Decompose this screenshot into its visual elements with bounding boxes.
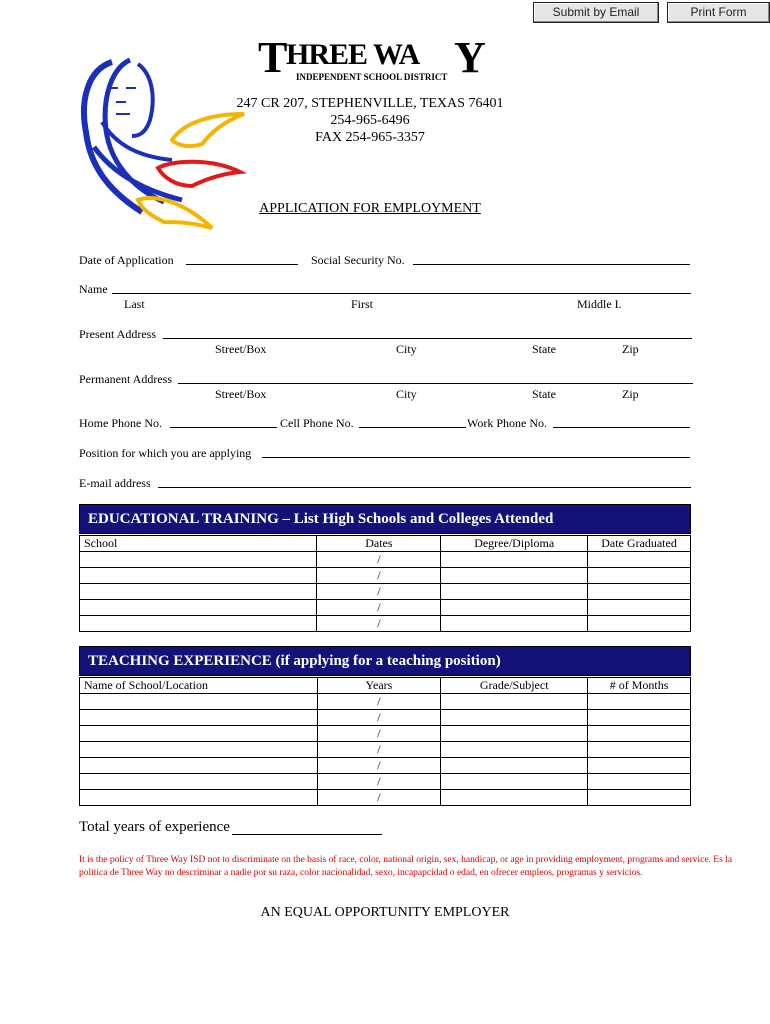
permanent-address-label: Permanent Address xyxy=(79,372,172,386)
school-location-cell[interactable] xyxy=(80,742,318,758)
name-middle-caption: Middle I. xyxy=(577,297,622,311)
grade-cell[interactable] xyxy=(441,774,588,790)
years-cell[interactable]: / xyxy=(317,774,441,790)
form-title: APPLICATION FOR EMPLOYMENT xyxy=(259,201,481,216)
table-row xyxy=(80,552,691,568)
education-col-graduated: Date Graduated xyxy=(588,536,691,552)
years-cell[interactable]: / xyxy=(317,726,441,742)
work-phone-label: Work Phone No. xyxy=(467,416,548,430)
table-row xyxy=(80,774,691,790)
table-row xyxy=(80,694,691,710)
months-cell[interactable] xyxy=(588,710,691,726)
total-years-label: Total years of experience xyxy=(79,819,230,835)
graduated-cell[interactable] xyxy=(588,600,691,616)
date-of-application-label: Date of Application xyxy=(79,253,174,267)
permanent-state-caption: State xyxy=(532,387,556,401)
logo-wordmark: HREE WA xyxy=(286,38,420,71)
education-section-header: EDUCATIONAL TRAINING – List High Schools and Colleges Attended xyxy=(79,504,691,534)
ssn-field[interactable] xyxy=(413,264,690,265)
years-cell[interactable]: / xyxy=(317,694,441,710)
graduated-cell[interactable] xyxy=(588,616,691,632)
grade-cell[interactable] xyxy=(441,790,588,806)
school-location-cell[interactable] xyxy=(80,694,318,710)
home-phone-field[interactable] xyxy=(170,427,277,428)
years-cell[interactable]: / xyxy=(317,710,441,726)
teaching-section-header: TEACHING EXPERIENCE (if applying for a teaching position) xyxy=(79,646,691,676)
teaching-header-row xyxy=(80,678,691,694)
school-location-cell[interactable] xyxy=(80,726,318,742)
years-cell[interactable]: / xyxy=(317,790,441,806)
school-location-cell[interactable] xyxy=(80,790,318,806)
table-row xyxy=(80,758,691,774)
teaching-col-years: Years xyxy=(317,678,441,694)
dates-cell[interactable]: / xyxy=(317,568,441,584)
months-cell[interactable] xyxy=(588,694,691,710)
grade-cell[interactable] xyxy=(441,742,588,758)
education-col-school: School xyxy=(80,536,317,552)
cell-phone-field[interactable] xyxy=(359,427,466,428)
table-row xyxy=(80,568,691,584)
permanent-address-field[interactable] xyxy=(178,383,693,384)
logo-letter-y: Y xyxy=(454,33,486,82)
district-logo xyxy=(258,34,498,84)
graduated-cell[interactable] xyxy=(588,552,691,568)
district-phone: 254-965-6496 xyxy=(330,113,410,128)
present-zip-caption: Zip xyxy=(622,342,639,356)
print-form-button[interactable]: Print Form xyxy=(667,2,770,23)
education-col-degree: Degree/Diploma xyxy=(441,536,588,552)
dates-cell[interactable]: / xyxy=(317,584,441,600)
degree-cell[interactable] xyxy=(441,616,588,632)
nondiscrimination-policy: It is the policy of Three Way ISD not to discriminate on the basis of race, color, national origin, sex, handicap, or age in providing employment, programs and service. Es la politica de Three Way no descriminar a nadie por su raza, color nacionalidad, sexo, incapapcidad o edad, en ofrecer empleos, programas y servicios. xyxy=(79,855,733,878)
graduated-cell[interactable] xyxy=(588,584,691,600)
teaching-col-grade: Grade/Subject xyxy=(441,678,588,694)
teaching-col-months: # of Months xyxy=(588,678,691,694)
logo-letter-t: T xyxy=(258,33,288,82)
degree-cell[interactable] xyxy=(441,552,588,568)
school-cell[interactable] xyxy=(80,616,317,632)
months-cell[interactable] xyxy=(588,742,691,758)
date-of-application-field[interactable] xyxy=(186,264,298,265)
table-row xyxy=(80,616,691,632)
email-field[interactable] xyxy=(158,487,691,488)
table-row xyxy=(80,584,691,600)
degree-cell[interactable] xyxy=(441,584,588,600)
school-location-cell[interactable] xyxy=(80,774,318,790)
years-cell[interactable]: / xyxy=(317,758,441,774)
grade-cell[interactable] xyxy=(441,710,588,726)
total-years-field[interactable] xyxy=(232,834,382,835)
education-table xyxy=(79,535,691,632)
school-cell[interactable] xyxy=(80,552,317,568)
school-location-cell[interactable] xyxy=(80,710,318,726)
name-last-caption: Last xyxy=(124,297,145,311)
district-fax: FAX 254-965-3357 xyxy=(315,130,425,145)
position-label: Position for which you are applying xyxy=(79,446,252,460)
work-phone-field[interactable] xyxy=(553,427,690,428)
grade-cell[interactable] xyxy=(441,758,588,774)
months-cell[interactable] xyxy=(588,726,691,742)
dates-cell[interactable]: / xyxy=(317,552,441,568)
permanent-street-caption: Street/Box xyxy=(215,387,267,401)
graduated-cell[interactable] xyxy=(588,568,691,584)
teaching-col-school: Name of School/Location xyxy=(80,678,318,694)
present-address-label: Present Address xyxy=(79,327,156,341)
school-location-cell[interactable] xyxy=(80,758,318,774)
years-cell[interactable]: / xyxy=(317,742,441,758)
months-cell[interactable] xyxy=(588,774,691,790)
table-row xyxy=(80,600,691,616)
table-row xyxy=(80,710,691,726)
grade-cell[interactable] xyxy=(441,726,588,742)
grade-cell[interactable] xyxy=(441,694,588,710)
ssn-label: Social Security No. xyxy=(311,253,405,267)
home-phone-label: Home Phone No. xyxy=(79,416,162,430)
name-label: Name xyxy=(79,282,108,296)
degree-cell[interactable] xyxy=(441,568,588,584)
present-state-caption: State xyxy=(532,342,556,356)
table-row xyxy=(80,742,691,758)
district-address: 247 CR 207, STEPHENVILLE, TEXAS 76401 xyxy=(236,96,504,111)
permanent-zip-caption: Zip xyxy=(622,387,639,401)
education-col-dates: Dates xyxy=(317,536,441,552)
logo-subtitle: INDEPENDENT SCHOOL DISTRICT xyxy=(296,72,448,82)
table-row xyxy=(80,726,691,742)
table-row xyxy=(80,790,691,806)
months-cell[interactable] xyxy=(588,758,691,774)
school-cell[interactable] xyxy=(80,568,317,584)
present-street-caption: Street/Box xyxy=(215,342,267,356)
equal-opportunity-footer: AN EQUAL OPPORTUNITY EMPLOYER xyxy=(260,905,510,920)
present-address-field[interactable] xyxy=(163,338,692,339)
present-city-caption: City xyxy=(396,342,417,356)
position-field[interactable] xyxy=(262,457,690,458)
months-cell[interactable] xyxy=(588,790,691,806)
dates-cell[interactable]: / xyxy=(317,600,441,616)
name-first-caption: First xyxy=(351,297,374,311)
degree-cell[interactable] xyxy=(441,600,588,616)
permanent-city-caption: City xyxy=(396,387,417,401)
submit-by-email-button[interactable]: Submit by Email xyxy=(533,2,659,23)
education-header-row xyxy=(80,536,691,552)
school-cell[interactable] xyxy=(80,584,317,600)
name-field[interactable] xyxy=(112,293,691,294)
email-label: E-mail address xyxy=(79,476,151,490)
teaching-table xyxy=(79,677,691,806)
dates-cell[interactable]: / xyxy=(317,616,441,632)
school-cell[interactable] xyxy=(80,600,317,616)
cell-phone-label: Cell Phone No. xyxy=(280,416,354,430)
